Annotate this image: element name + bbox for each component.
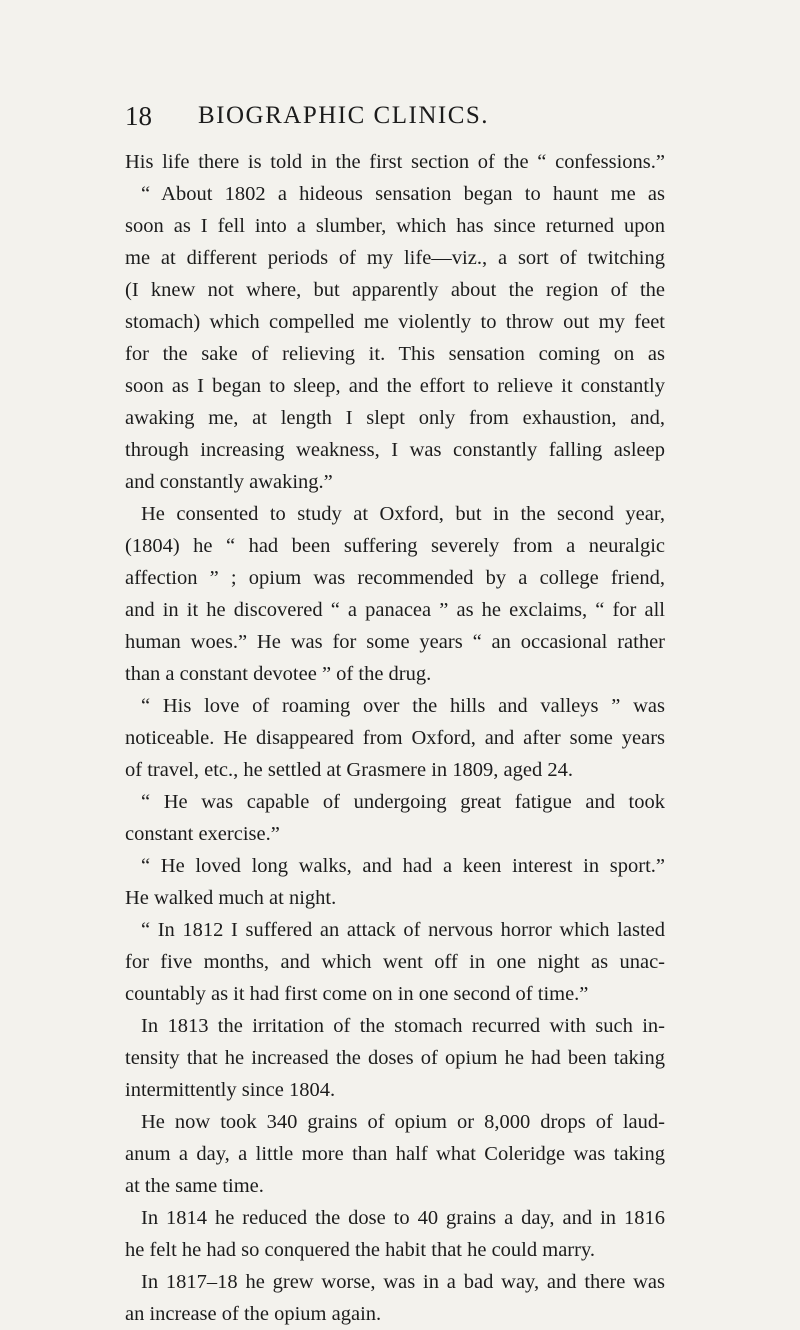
page-header [0, 96, 800, 136]
text-line: at the same time. [125, 1175, 264, 1197]
text-line: noticeable. He disappeared from Oxford, and after some years [125, 727, 665, 749]
text-line: countably as it had first come on in one second of time.” [125, 983, 589, 1005]
text-line: than a constant devotee ” of the drug. [125, 663, 432, 685]
text-line: In 1817–18 he grew worse, was in a bad way, and there was [141, 1271, 665, 1293]
text-line: “ About 1802 a hideous sensation began to haunt me as [141, 183, 665, 205]
text-line: me at different periods of my life—viz., a sort of twitching [125, 247, 665, 269]
text-line: (I knew not where, but apparently about the region of the [125, 279, 665, 301]
text-line: soon as I fell into a slumber, which has since returned upon [125, 215, 665, 237]
text-line: He consented to study at Oxford, but in the second year, [141, 503, 665, 525]
text-line: an increase of the opium again. [125, 1303, 382, 1325]
text-line: “ He loved long walks, and had a keen interest in sport.” [141, 855, 665, 877]
body-text [125, 146, 665, 1330]
text-line: for the sake of relieving it. This sensation coming on as [125, 343, 665, 365]
text-line: He now took 340 grains of opium or 8,000 drops of laud- [141, 1111, 665, 1133]
text-line: anum a day, a little more than half what Coleridge was taking [125, 1143, 665, 1165]
text-line: affection ” ; opium was recommended by a college friend, [125, 567, 665, 589]
text-line: he felt he had so conquered the habit that he could marry. [125, 1239, 595, 1261]
text-line: and in it he discovered “ a panacea ” as he exclaims, “ for all [125, 599, 665, 621]
text-line: awaking me, at length I slept only from exhaustion, and, [125, 407, 665, 429]
page-number: 18 [125, 101, 152, 131]
running-head: BIOGRAPHIC CLINICS. [198, 102, 490, 129]
text-line: (1804) he “ had been suffering severely from a neuralgic [125, 535, 665, 557]
text-line: tensity that he increased the doses of opium he had been taking [125, 1047, 665, 1069]
text-line: for five months, and which went off in one night as unac- [125, 951, 665, 973]
text-line: of travel, etc., he settled at Grasmere in 1809, aged 24. [125, 759, 573, 781]
text-line: “ His love of roaming over the hills and valleys ” was [141, 695, 665, 717]
text-line: intermittently since 1804. [125, 1079, 336, 1101]
text-line: In 1814 he reduced the dose to 40 grains a day, and in 1816 [141, 1207, 665, 1229]
text-line: stomach) which compelled me violently to throw out my feet [125, 311, 665, 333]
text-line: soon as I began to sleep, and the effort to relieve it constantly [125, 375, 665, 397]
text-line: He walked much at night. [125, 887, 337, 909]
text-line: His life there is told in the first section of the “ confessions.” [125, 151, 665, 173]
text-line: constant exercise.” [125, 823, 280, 845]
text-line: through increasing weakness, I was constantly falling asleep [125, 439, 665, 461]
text-line: and constantly awaking.” [125, 471, 333, 493]
text-line: human woes.” He was for some years “ an occasional rather [125, 631, 665, 653]
text-line: “ In 1812 I suffered an attack of nervous horror which lasted [141, 919, 665, 941]
text-line: In 1813 the irritation of the stomach recurred with such in- [141, 1015, 665, 1037]
text-line: “ He was capable of undergoing great fatigue and took [141, 791, 665, 813]
